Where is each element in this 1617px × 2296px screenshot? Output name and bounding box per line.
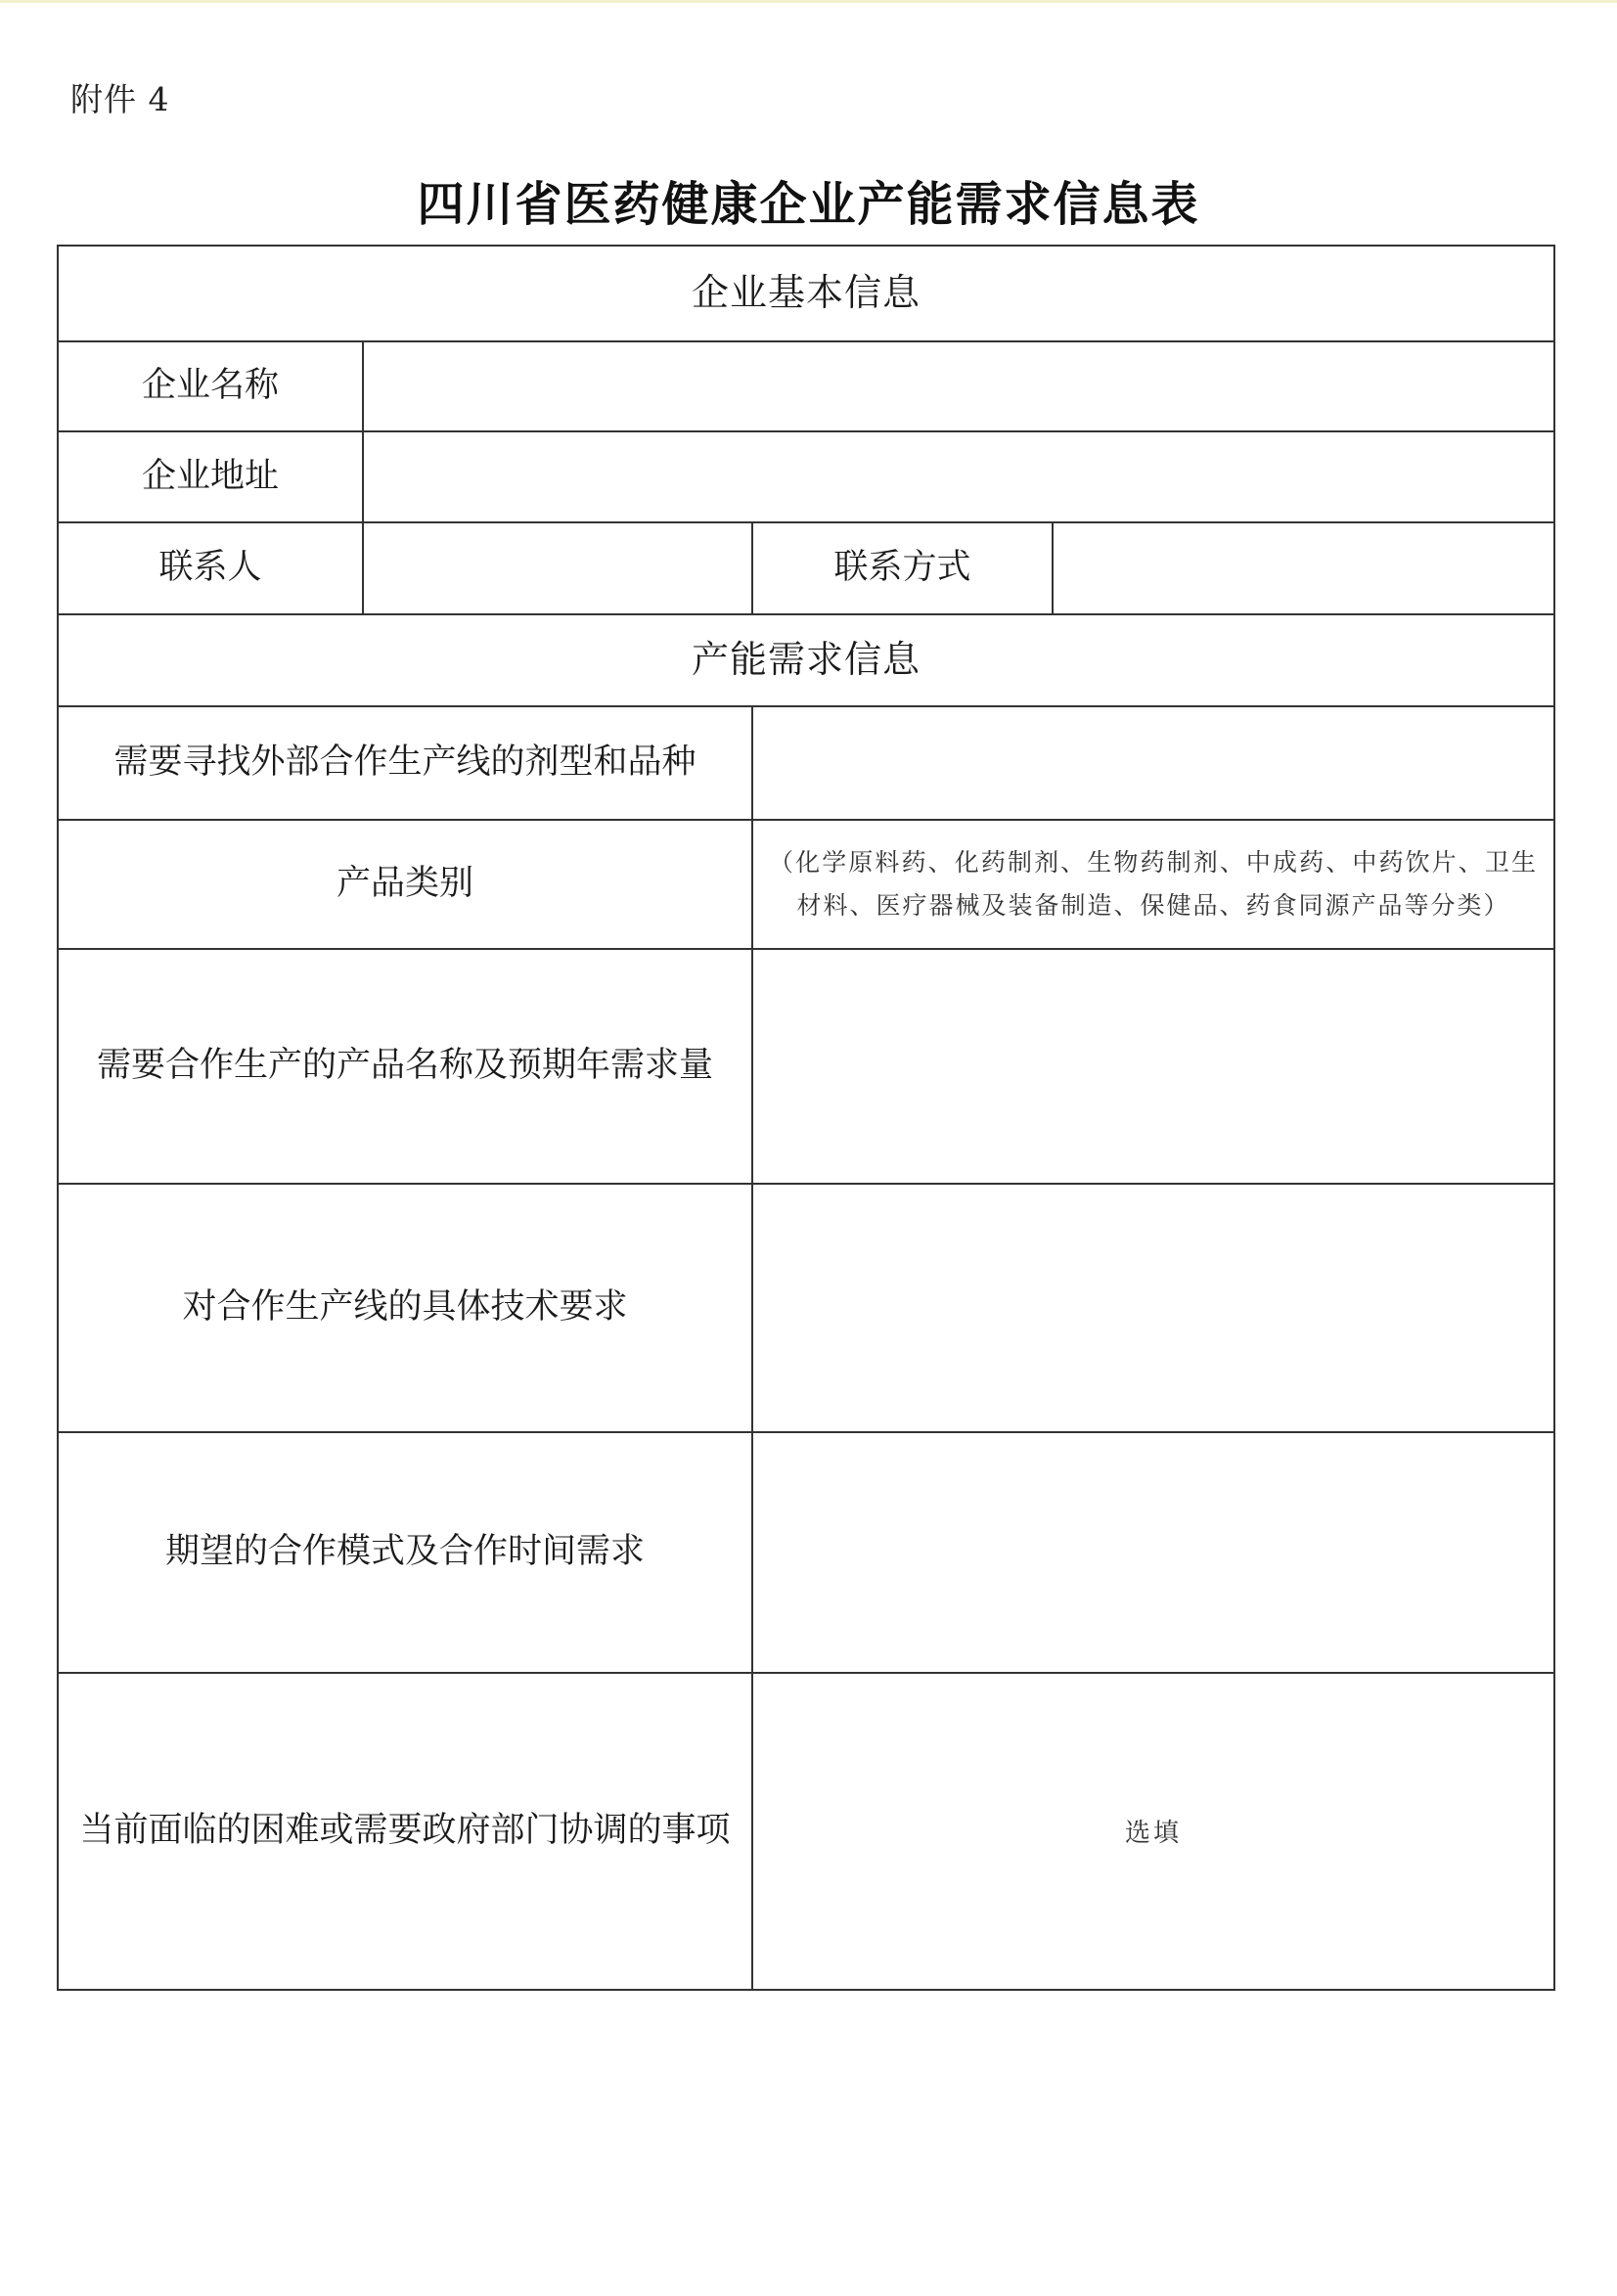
product-demand-field[interactable] (752, 949, 1554, 1184)
company-name-label: 企业名称 (58, 341, 363, 431)
basic-info-header-row (58, 246, 1554, 341)
dosage-form-field[interactable] (752, 706, 1554, 820)
product-demand-row (58, 949, 1554, 1184)
optional-note: 选填 (1125, 1819, 1183, 1849)
basic-info-header: 企业基本信息 (58, 246, 1554, 341)
contact-row (58, 522, 1554, 614)
dosage-form-row (58, 706, 1554, 820)
capacity-demand-form (57, 245, 1555, 1991)
contact-method-field[interactable] (1053, 522, 1554, 614)
attachment-label: 附件 4 (70, 80, 170, 118)
page-title: 四川省医药健康企业产能需求信息表 (417, 177, 1200, 232)
cooperation-mode-row (58, 1432, 1554, 1673)
product-category-row (58, 820, 1554, 949)
tech-requirements-row (58, 1184, 1554, 1432)
capacity-info-header: 产能需求信息 (58, 614, 1554, 706)
contact-person-field[interactable] (363, 522, 752, 614)
difficulties-label: 当前面临的困难或需要政府部门协调的事项 (58, 1673, 752, 1990)
company-address-label: 企业地址 (58, 431, 363, 522)
difficulties-row (58, 1673, 1554, 1990)
difficulties-field[interactable] (752, 1673, 1554, 1990)
product-demand-label: 需要合作生产的产品名称及预期年需求量 (58, 949, 752, 1184)
product-category-hint: （化学原料药、化药制剂、生物药制剂、中成药、中药饮片、卫生材料、医疗器械及装备制造、保健品、药食同源产品等分类） (769, 848, 1539, 920)
product-category-label: 产品类别 (58, 820, 752, 949)
capacity-info-header-row (58, 614, 1554, 706)
dosage-form-label: 需要寻找外部合作生产线的剂型和品种 (58, 706, 752, 820)
company-name-field[interactable] (363, 341, 1554, 431)
company-address-row (58, 431, 1554, 522)
tech-requirements-field[interactable] (752, 1184, 1554, 1432)
tech-requirements-label: 对合作生产线的具体技术要求 (58, 1184, 752, 1432)
company-name-row (58, 341, 1554, 431)
scan-edge (0, 0, 1617, 3)
contact-person-label: 联系人 (58, 522, 363, 614)
company-address-field[interactable] (363, 431, 1554, 522)
cooperation-mode-label: 期望的合作模式及合作时间需求 (58, 1432, 752, 1673)
cooperation-mode-field[interactable] (752, 1432, 1554, 1673)
contact-method-label: 联系方式 (752, 522, 1053, 614)
product-category-field[interactable] (752, 820, 1554, 949)
